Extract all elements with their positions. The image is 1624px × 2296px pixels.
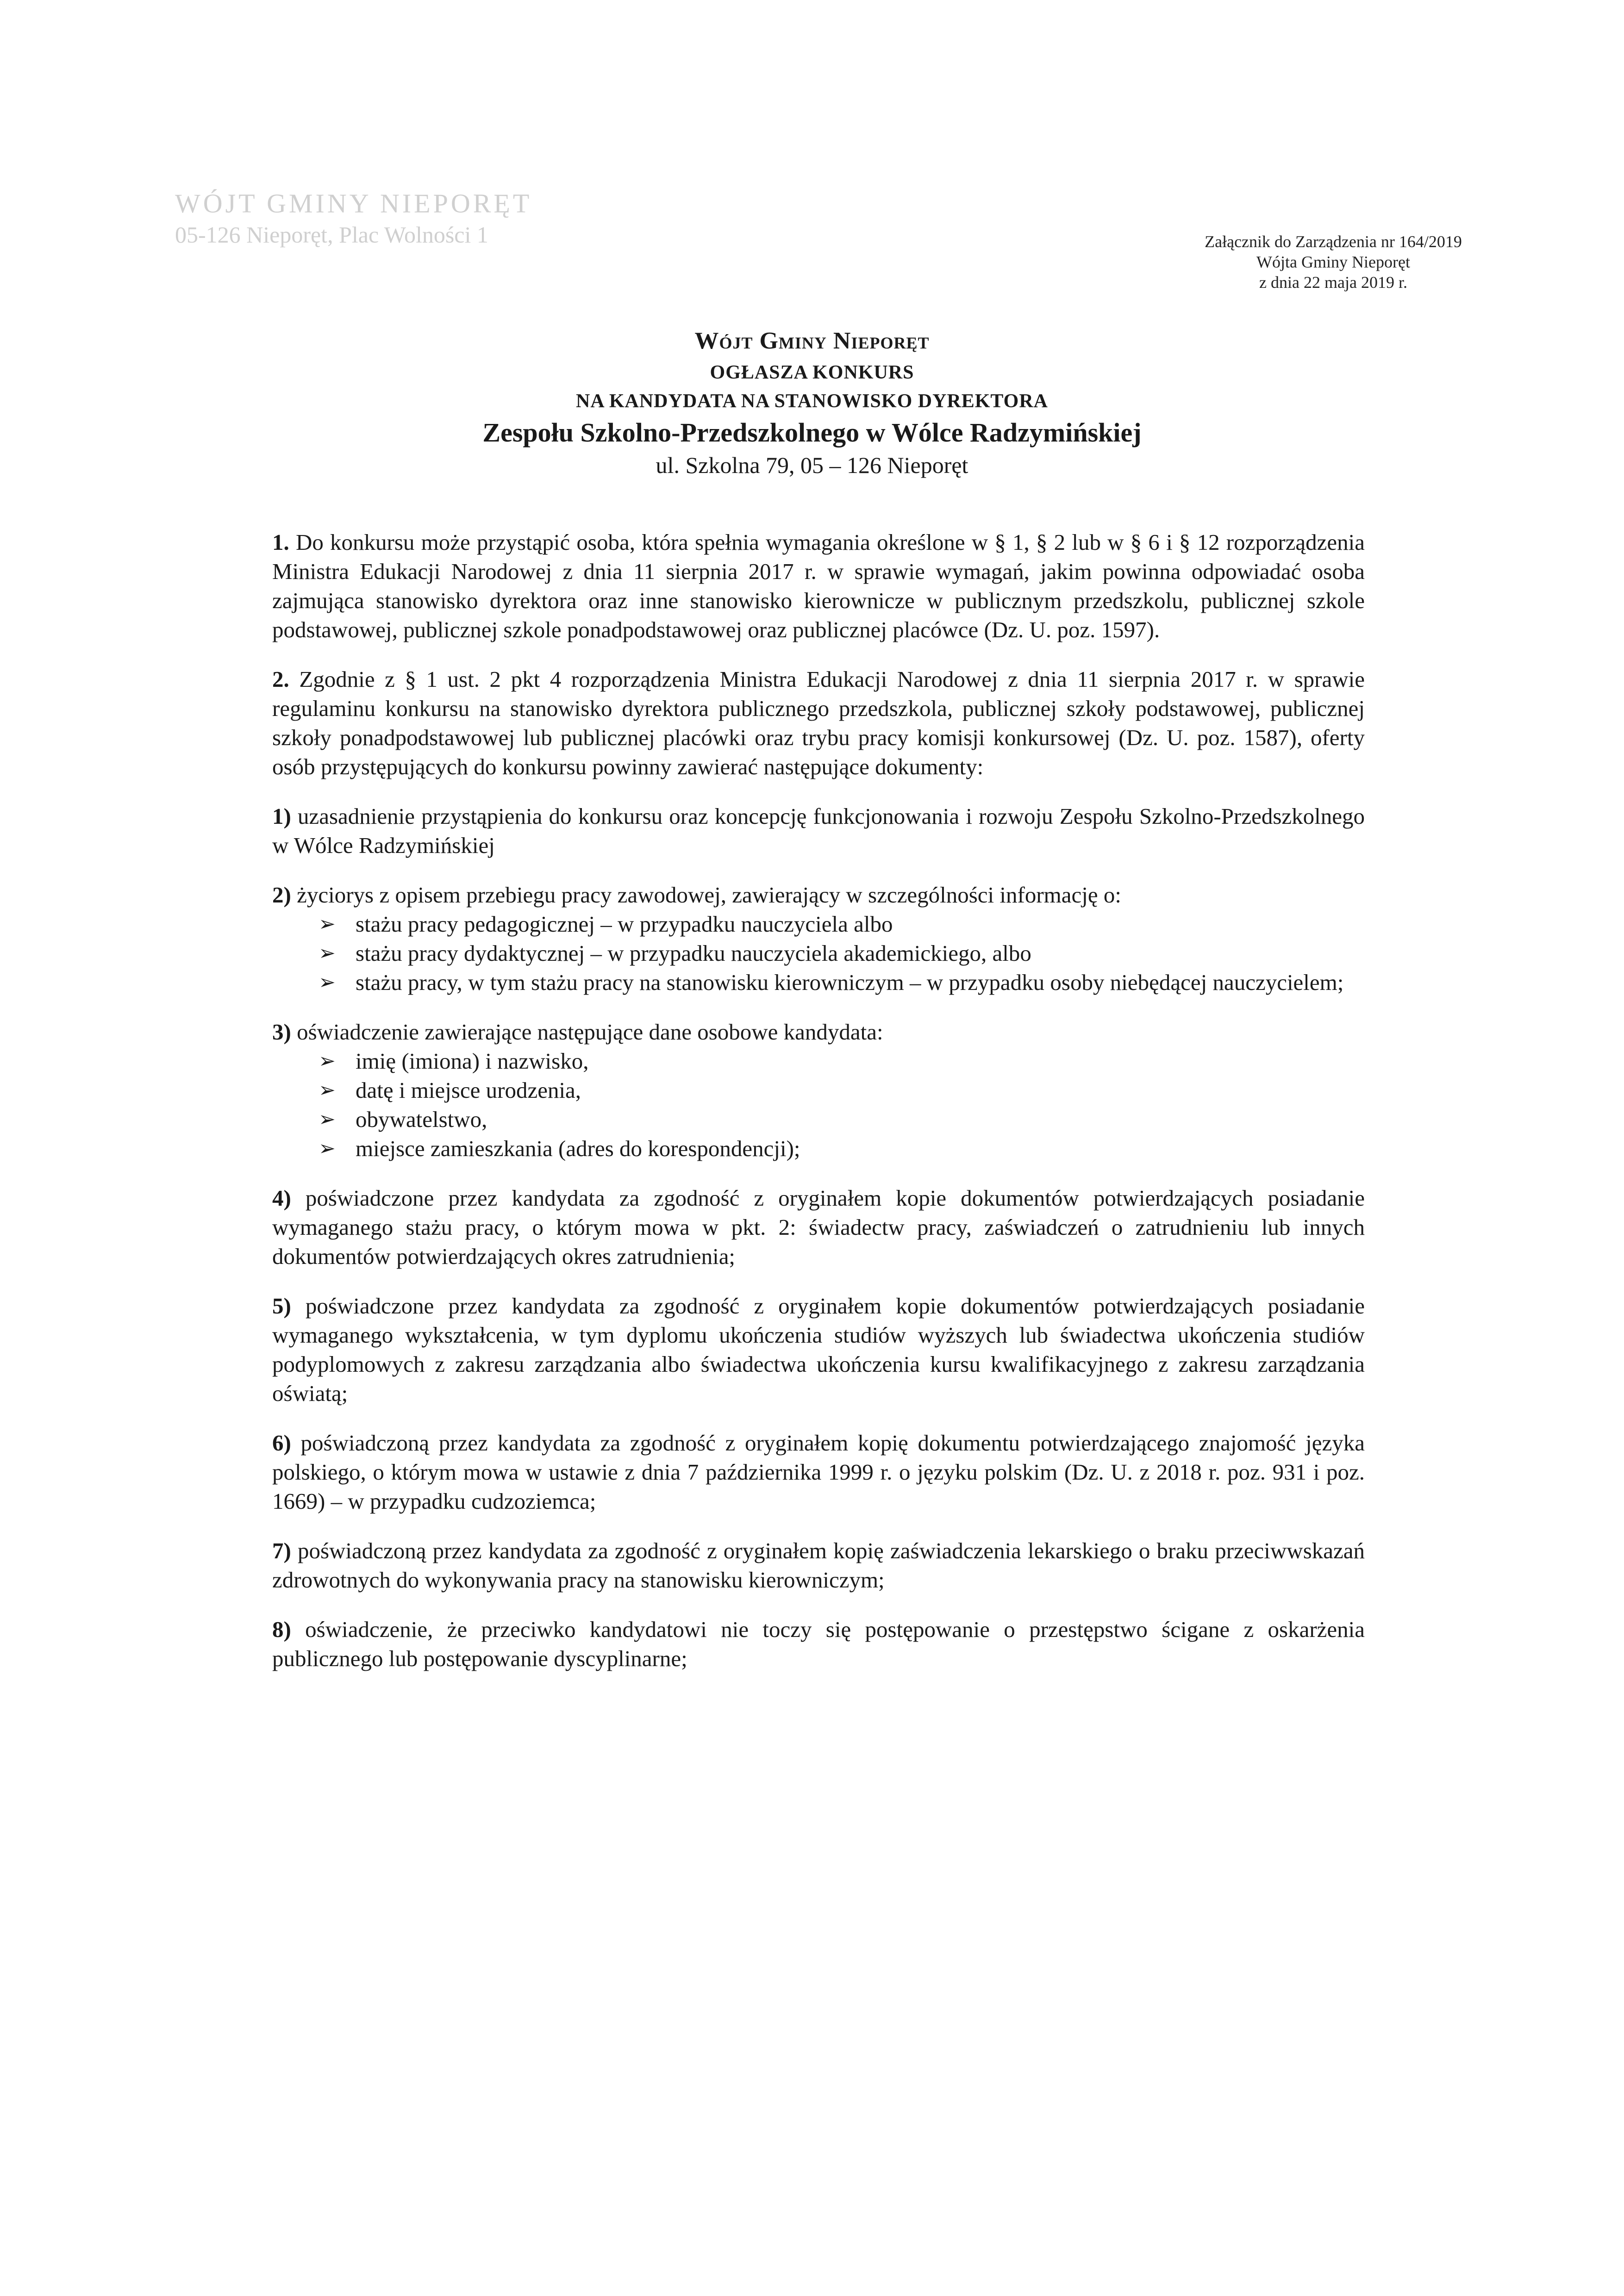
bullet-text: stażu pracy, w tym stażu pracy na stanowisku kierowniczym – w przypadku osoby niebędącej nauczycielem; <box>356 970 1344 995</box>
heading-position: NA KANDYDATA NA STANOWISKO DYREKTORA <box>575 391 1049 412</box>
heading-authority: Wójt Gminy Nieporęt <box>694 328 930 354</box>
item-text: poświadczone przez kandydata za zgodność z oryginałem kopie dokumentów potwierdzających posiadanie wymaganego stażu pracy, o którym mowa w pkt. 2: świadectw pracy, zaświadczeń o zatrudnieniu lub innych dokumentów potwierdzających okres zatrudnienia; <box>272 1185 1365 1269</box>
bullet-text: datę i miejsce urodzenia, <box>356 1077 581 1103</box>
attachment-line-3: z dnia 22 maja 2019 r. <box>1259 273 1407 292</box>
bullet-text: miejsce zamieszkania (adres do korespondencji); <box>356 1136 800 1161</box>
heading-school-name: Zespołu Szkolno-Przedszkolnego w Wólce Radzymińskiej <box>482 417 1142 448</box>
document-item <box>272 802 1365 860</box>
item-number: 2) <box>272 882 291 908</box>
item-number: 3) <box>272 1019 291 1045</box>
item-line <box>272 1291 1365 1408</box>
item-number: 5) <box>272 1293 291 1319</box>
item-number: 4) <box>272 1185 291 1211</box>
document-item <box>272 1291 1365 1408</box>
document-item <box>272 1017 1365 1163</box>
arrow-bullet-icon: ➢ <box>319 912 336 936</box>
bullet-text: obywatelstwo, <box>356 1107 487 1132</box>
item-line <box>272 1428 1365 1516</box>
item-line <box>272 802 1365 860</box>
paragraph-number: 2. <box>272 666 289 692</box>
bullet-list <box>272 1046 1365 1163</box>
item-line <box>272 880 1365 909</box>
attachment-note <box>1204 231 1463 292</box>
paragraph <box>272 528 1365 644</box>
stamp-line-1: WÓJT GMINY NIEPORĘT <box>175 188 532 218</box>
document-body <box>272 528 1365 1693</box>
item-line <box>272 1536 1365 1594</box>
bullet-item <box>319 1105 1365 1134</box>
bullet-list <box>272 909 1365 997</box>
item-line <box>272 1017 1365 1046</box>
bullet-text: stażu pracy dydaktycznej – w przypadku nauczyciela akademickiego, albo <box>356 940 1031 966</box>
arrow-bullet-icon: ➢ <box>319 1137 336 1160</box>
paragraph-text: Zgodnie z § 1 ust. 2 pkt 4 rozporządzenia Ministra Edukacji Narodowej z dnia 11 sierpnia 2017 r. w sprawie regulaminu konkursu na stanowisko dyrektora publicznego przedszkola, publicznej szkoły podstawowej, publicznej szkoły ponadpodstawowej lub publicznej placówki oraz trybu pracy komisji konkursowej (Dz. U. poz. 1587), oferty osób przystępujących do konkursu powinny zawierać następujące dokumenty: <box>272 666 1365 779</box>
bullet-item <box>319 1134 1365 1163</box>
arrow-bullet-icon: ➢ <box>319 971 336 994</box>
bullet-item <box>319 968 1365 997</box>
item-number: 6) <box>272 1430 291 1456</box>
attachment-line-2: Wójta Gminy Nieporęt <box>1256 253 1410 271</box>
item-number: 8) <box>272 1617 291 1642</box>
item-text: poświadczone przez kandydata za zgodność z oryginałem kopie dokumentów potwierdzających posiadanie wymaganego wykształcenia, w tym dyplomu ukończenia studiów wyższych lub świadectwa ukończenia studiów podyplomowych z zakresu zarządzania albo świadectwa ukończenia kursu kwalifikacyjnego z zakresu zarządzania oświatą; <box>272 1293 1365 1406</box>
document-item <box>272 1428 1365 1516</box>
heading-announces: OGŁASZA KONKURS <box>710 362 914 383</box>
bullet-text: imię (imiona) i nazwisko, <box>356 1048 589 1074</box>
item-line <box>272 1183 1365 1271</box>
item-text: życiorys z opisem przebiegu pracy zawodowej, zawierający w szczególności informację o: <box>297 882 1121 908</box>
item-text: oświadczenie, że przeciwko kandydatowi nie toczy się postępowanie o przestępstwo ścigane z oskarżenia publicznego lub postępowanie dyscyplinarne; <box>272 1617 1365 1671</box>
bullet-item <box>319 1046 1365 1076</box>
item-line <box>272 1615 1365 1673</box>
stamp-line-2: 05-126 Nieporęt, Plac Wolności 1 <box>175 222 488 248</box>
bullet-item <box>319 1076 1365 1105</box>
paragraph <box>272 665 1365 781</box>
item-text: uzasadnienie przystąpienia do konkursu oraz koncepcję funkcjonowania i rozwoju Zespołu Szkolno-Przedszkolnego w Wólce Radzymińskiej <box>272 803 1365 858</box>
paragraph-text: Do konkursu może przystąpić osoba, która spełnia wymagania określone w § 1, § 2 lub w § 6 i § 12 rozporządzenia Ministra Edukacji Narodowej z dnia 11 sierpnia 2017 r. w sprawie wymagań, jakim powinna odpowiadać osoba zajmująca stanowisko dyrektora oraz inne stanowisko kierownicze w publicznym przedszkolu, publicznej szkole podstawowej, publicznej szkole ponadpodstawowej oraz publicznej placówce (Dz. U. poz. 1597). <box>272 529 1365 642</box>
arrow-bullet-icon: ➢ <box>319 1108 336 1131</box>
bullet-text: stażu pracy pedagogicznej – w przypadku nauczyciela albo <box>356 911 893 937</box>
document-item <box>272 1536 1365 1594</box>
document-heading <box>278 324 1346 480</box>
faded-stamp <box>175 187 545 249</box>
item-number: 1) <box>272 803 291 829</box>
item-number: 7) <box>272 1538 291 1563</box>
arrow-bullet-icon: ➢ <box>319 941 336 965</box>
bullet-item <box>319 939 1365 968</box>
item-text: poświadczoną przez kandydata za zgodność z oryginałem kopię zaświadczenia lekarskiego o braku przeciwwskazań zdrowotnych do wykonywania pracy na stanowisku kierowniczym; <box>272 1538 1365 1593</box>
item-text: oświadczenie zawierające następujące dane osobowe kandydata: <box>297 1019 883 1045</box>
bullet-item <box>319 909 1365 939</box>
heading-address: ul. Szkolna 79, 05 – 126 Nieporęt <box>656 452 968 478</box>
arrow-bullet-icon: ➢ <box>319 1049 336 1073</box>
document-item <box>272 880 1365 997</box>
paragraph-number: 1. <box>272 529 289 555</box>
arrow-bullet-icon: ➢ <box>319 1078 336 1102</box>
document-item <box>272 1183 1365 1271</box>
document-item <box>272 1615 1365 1673</box>
item-text: poświadczoną przez kandydata za zgodność z oryginałem kopię dokumentu potwierdzającego znajomość języka polskiego, o którym mowa w ustawie z dnia 7 października 1999 r. o języku polskim (Dz. U. z 2018 r. poz. 931 i poz. 1669) – w przypadku cudzoziemca; <box>272 1430 1365 1514</box>
attachment-line-1: Załącznik do Zarządzenia nr 164/2019 <box>1205 232 1462 251</box>
